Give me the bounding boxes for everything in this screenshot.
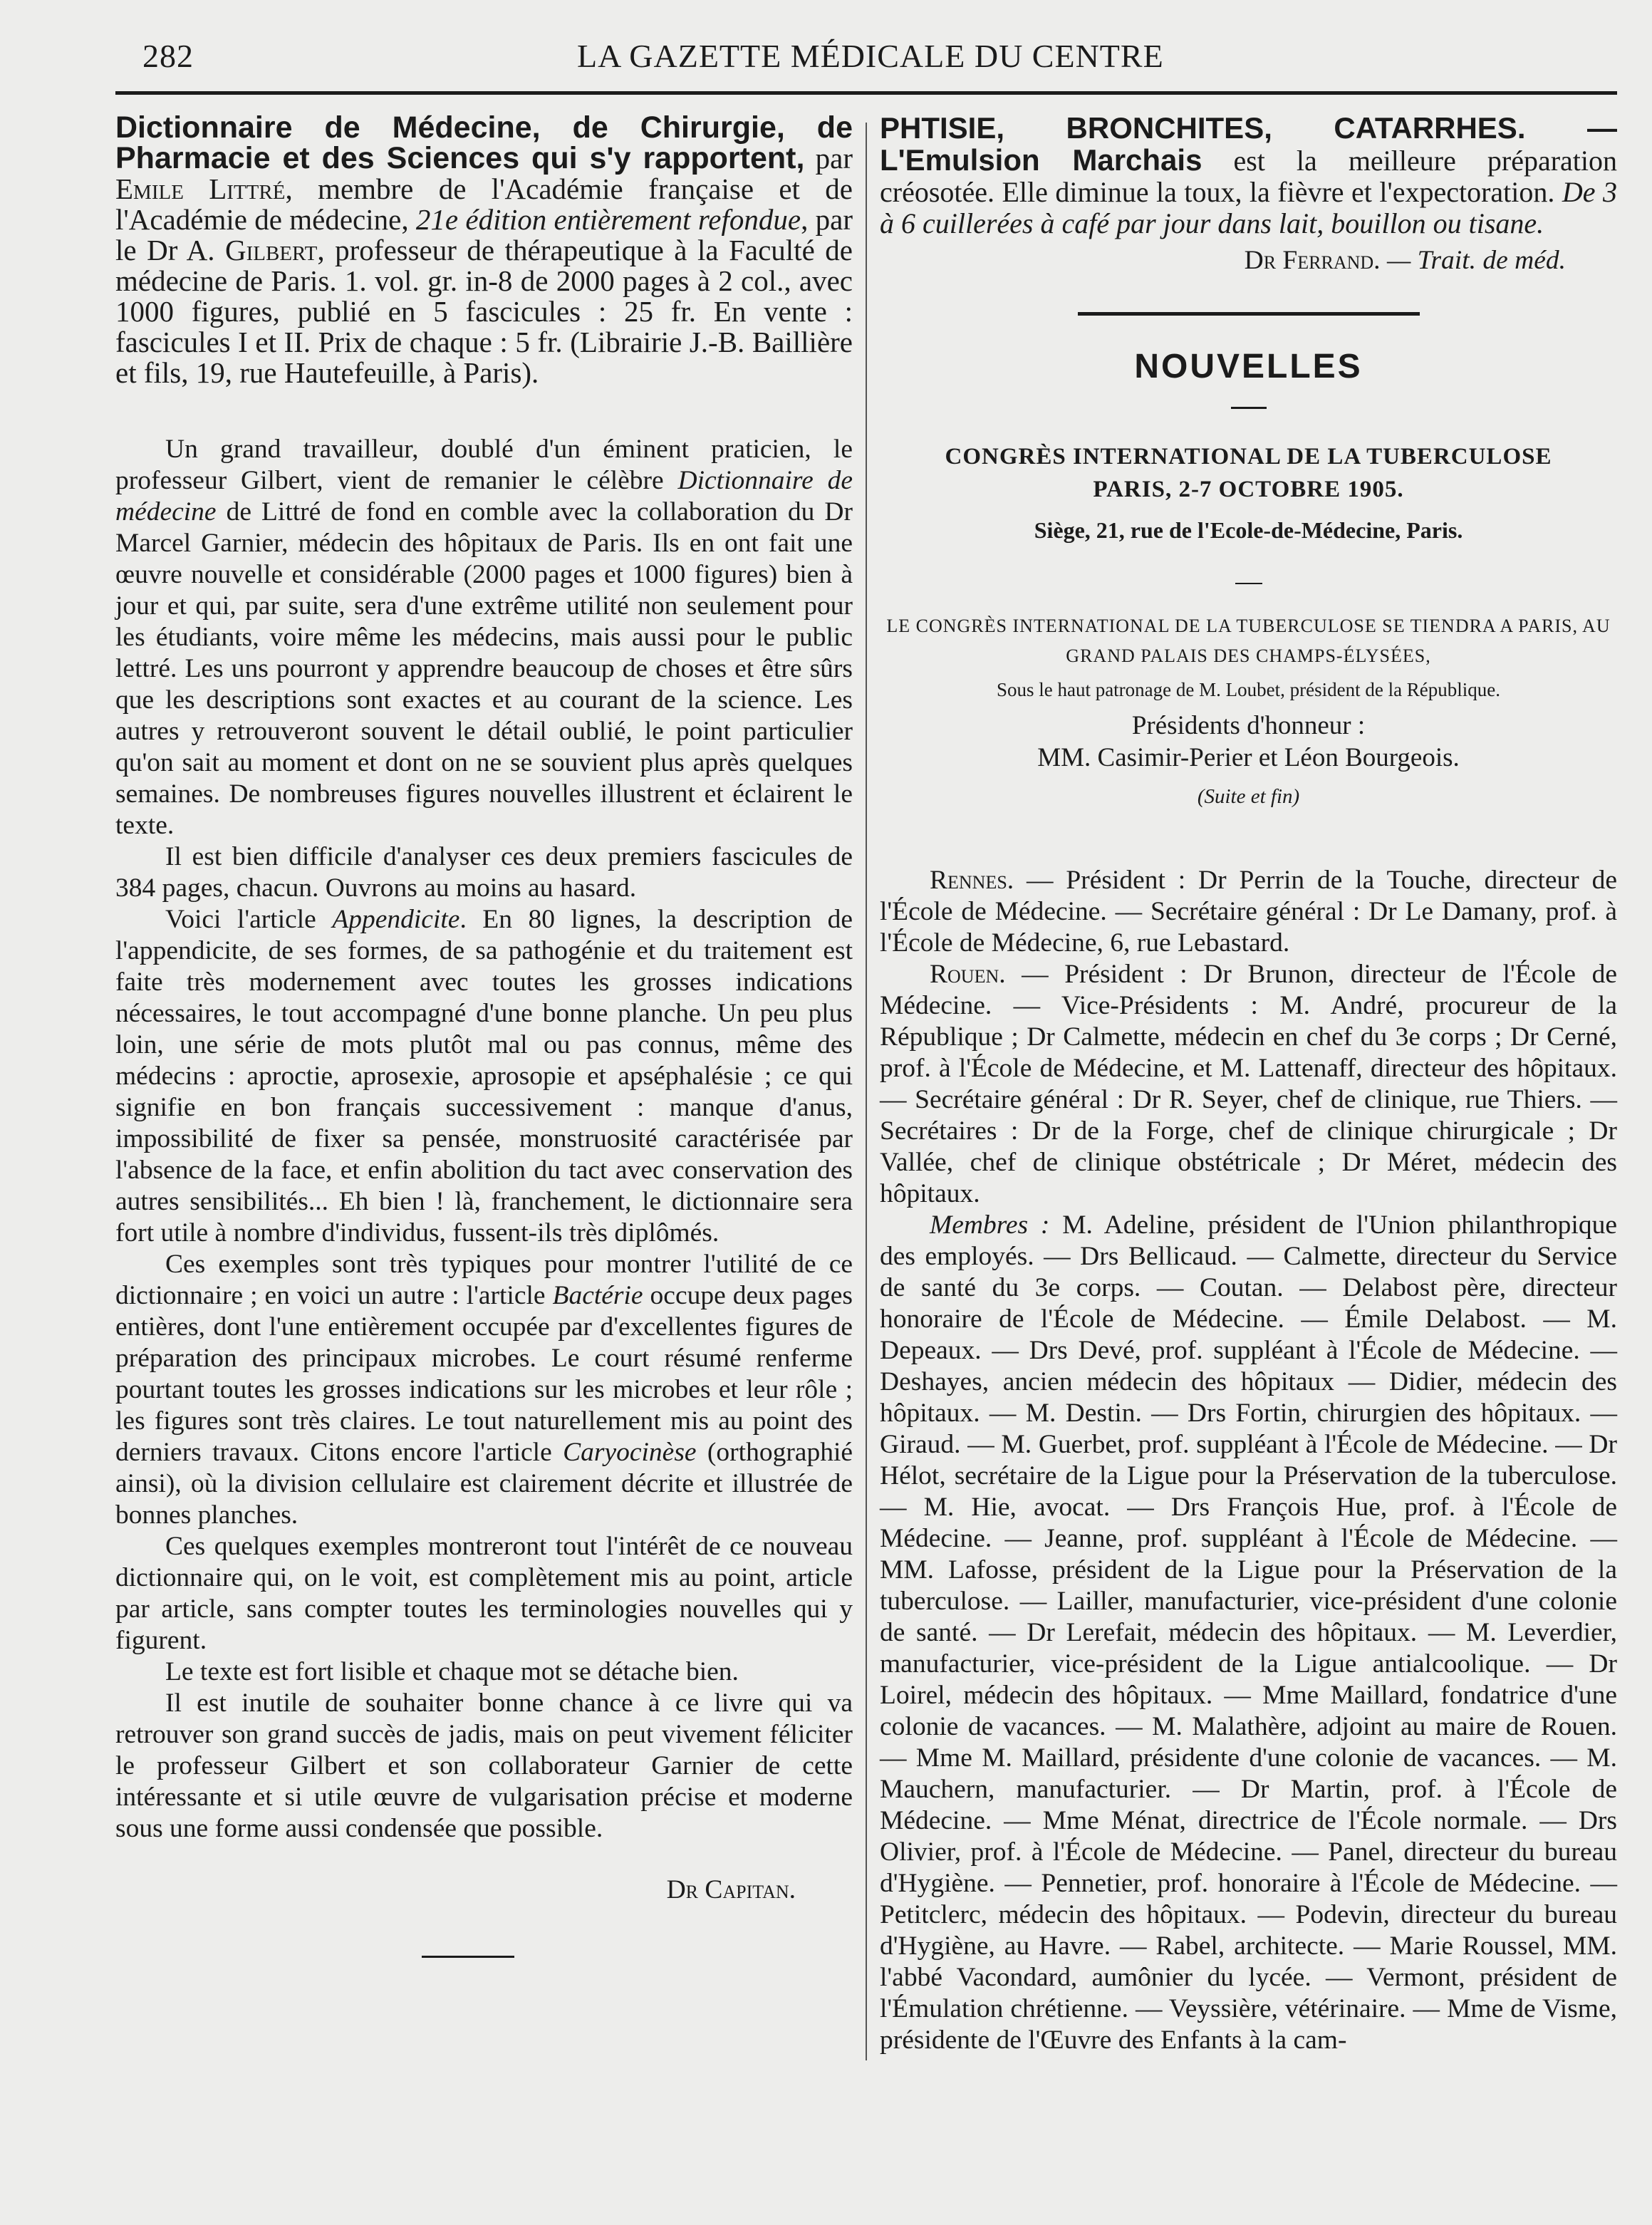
book-title: Dictionnaire de Médecine, de Chirurgie, de Pharmacie et des Sciences qui s'y rapportent,: [115, 110, 853, 175]
congress-address: Siège, 21, rue de l'Ecole-de-Médecine, Paris.: [1034, 517, 1463, 543]
committee-list: [880, 865, 1617, 2056]
patronage-line: Sous le haut patronage de M. Loubet, président de la République.: [996, 679, 1501, 700]
end-rule: [422, 1956, 514, 1958]
review-paragraph: Il est inutile de souhaiter bonne chance à ce livre qui va retrouver son grand succès de jadis, mais on peut vivement féliciter le professeur Gilbert et son collaborateur Garnier de cette intéressante et si utile œuvre de vulgarisation précise et moderne sous une forme aussi condensée que possible.: [115, 1689, 853, 1843]
review-paragraph: Voici l'article Appendicite. En 80 lignes, la description de l'appendicite, de ses formes, de sa pathogénie et du traitement est faite très modernement avec toutes les grosses indications nécessaires, le tout accompagné d'une bonne planche. Un peu plus loin, une série de mots plutôt mal ou pas connus, même des médecins : aproctie, aprosexie, aprosopie et apséphalésie ; ce qui signifie en bon français successivement : manque d'anus, impossibilité de fixer sa pensée, monstruosité caractérisée par l'absence de la face, et enfin abolition du tact avec conservation des autres sensibilités... Eh bien ! là, franchement, le dictionnaire sera fort utile à nombre d'individus, fussent-ils très diplômés.: [115, 905, 853, 1248]
title-dash: [1231, 407, 1267, 409]
column-divider: [866, 123, 867, 2060]
review-paragraph: Ces exemples sont très typiques pour montrer l'utilité de ce dictionnaire ; en voici un autre : l'article Bactérie occupe deux pages entières, dont l'une entièrement occupée par d'excellentes figures de préparation des principaux microbes. Le court résumé renferme pourtant toutes les grosses indications sur les microbes et leur rôle ; les figures sont très claires. Le tout naturellement mis au point des derniers travaux. Citons encore l'article Caryocinèse (orthographié ainsi), où la division cellulaire est clairement décrite et illustrée de bonnes planches.: [115, 1250, 853, 1530]
page-number: 282: [142, 38, 194, 74]
running-head: [142, 37, 1503, 80]
committee-members: Membres : M. Adeline, président de l'Union philanthropique des employés. — Drs Bellicaud. — Calmette, directeur du Service de santé du 3e corps. — Coutan. — Delabost père, directeur honoraire de l'École de Médecine. — Émile Delabost. — M. Depeaux. — Drs Devé, prof. suppléant à l'École de Médecine. — Deshayes, ancien médecin des hôpitaux — Didier, médecin des hôpitaux. — M. Destin. — Drs Fortin, chirurgien des hôpitaux. — Giraud. — M. Guerbet, prof. suppléant à l'École de Médecine. — Dr Hélot, secrétaire de la Ligue pour la Préservation de la tuberculose. — M. Hie, avocat. — Drs François Hue, prof. à l'École de Médecine. — Jeanne, prof. suppléant à l'École de Médecine. — MM. Lafosse, président de la Ligue pour la Préservation de la tuberculose. — Lailler, manufacturier, vice-président d'une colonie de santé. — Dr Lerefait, médecin des hôpitaux. — M. Leverdier, manufacturier, vice-président de la Ligue antialcoolique. — Dr Loirel, médecin des hôpitaux. — Mme Maillard, fondatrice d'une colonie de vacances. — M. Malathère, adjoint au maire de Rouen. — Mme M. Maillard, présidente d'une colonie de vacances. — M. Mauchern, manufacturier. — Dr Martin, prof. à l'École de Médecine. — Mme Ménat, directrice de l'École normale. — Drs Olivier, prof. à l'École de Médecine. — Panel, directeur du bureau d'Hygiène. — Pennetier, prof. honoraire à l'École de Médecine. — Petitclerc, médecin des hôpitaux. — Podevin, directeur du bureau d'Hygiène, au Havre. — Rabel, architecte. — Marie Roussel, MM. l'abbé Vacondard, aumônier du lycée. — Vermont, président de l'Émulation chrétienne. — Veyssière, vétérinaire. — Mme de Visme, présidente de l'Œuvre des Enfants à la cam-: [880, 1210, 1617, 2055]
editor-name: Gilbert: [225, 234, 318, 266]
advert-signature: Dr Ferrand. — Trait. de méd.: [1244, 246, 1566, 275]
honorary-presidents: Présidents d'honneur : MM. Casimir-Perier et Léon Bourgeois.: [1037, 711, 1460, 772]
edition-note: 21e édition entièrement refondue: [415, 203, 801, 236]
review-paragraph: Il est bien difficile d'analyser ces deux premiers fascicules de 384 pages, chacun. Ouvrons au moins au hasard.: [115, 842, 853, 903]
small-dash: [1235, 583, 1262, 584]
section-rule: [1078, 312, 1420, 316]
author-name: Emile Littré: [115, 172, 286, 205]
section-title: NOUVELLES: [1134, 348, 1363, 385]
review-signature: Dr Capitan.: [666, 1875, 796, 1904]
advertisement: PHTISIE, BRONCHITES, CATARRHES. — L'Emulsion Marchais est la meilleure préparation créosotée. Elle diminue la toux, la fièvre et l'expectoration. De 3 à 6 cuillerées à café par jour dans lait, bouillon ou tisane.: [880, 111, 1618, 239]
left-column: [115, 110, 853, 1958]
header-rule: [115, 91, 1617, 95]
congress-announcement: LE CONGRÈS INTERNATIONAL DE LA TUBERCULOSE SE TIENDRA A PARIS, AU GRAND PALAIS DES CHAMPS-ÉLYSÉES,: [886, 616, 1611, 666]
continued-note: (Suite et fin): [1197, 785, 1300, 808]
journal-title: LA GAZETTE MÉDICALE DU CENTRE: [577, 38, 1164, 74]
committee-rennes: Rennes. — Président : Dr Perrin de la Touche, directeur de l'École de Médecine. — Secrétaire général : Dr Le Damany, prof. à l'École de Médecine, 6, rue Lebastard.: [880, 866, 1617, 958]
congress-heading: CONGRÈS INTERNATIONAL DE LA TUBERCULOSE PARIS, 2-7 OCTOBRE 1905.: [945, 444, 1552, 502]
review-paragraph: Ces quelques exemples montreront tout l'intérêt de ce nouveau dictionnaire qui, on le voit, est complètement mis au point, article par article, sans compter toutes les terminologies nouvelles qui y figurent.: [115, 1532, 853, 1655]
book-review-heading: Dictionnaire de Médecine, de Chirurgie, de Pharmacie et des Sciences qui s'y rapportent, par Emile Littré, membre de l'Académie française et de l'Académie de médecine, 21e édition entièrement refondue, par le Dr A. Gilbert, professeur de thérapeutique à la Faculté de médecine de Paris. 1. vol. gr. in-8 de 2000 pages à 2 col., avec 1000 figures, publié en 5 fascicules : 25 fr. En vente : fascicules I et II. Prix de chaque : 5 fr. (Librairie J.-B. Baillière et fils, 19, rue Hautefeuille, à Paris).: [115, 110, 853, 389]
committee-rouen: Rouen. — Président : Dr Brunon, directeur de l'École de Médecine. — Vice-Présidents : M. André, procureur de la République ; Dr Calmette, médecin en chef du 3e corps ; Dr Cerné, prof. à l'École de Médecine, et M. Lattenaff, directeur des hôpitaux. — Secrétaire général : Dr R. Seyer, chef de clinique, rue Thiers. — Secrétaires : Dr de la Forge, chef de clinique chirurgicale ; Dr Vallée, chef de clinique obstétricale ; Dr Méret, médecin des hôpitaux.: [880, 960, 1617, 1208]
advert-heading: PHTISIE, BRONCHITES, CATARRHES. — L'Emulsion Marchais: [880, 111, 1617, 177]
right-column: [880, 113, 1617, 2056]
review-paragraph: Un grand travailleur, doublé d'un éminent praticien, le professeur Gilbert, vient de remanier le célèbre Dictionnaire de médecine de Littré de fond en comble avec la collaboration du Dr Marcel Garnier, médecin des hôpitaux de Paris. Ils en ont fait une œuvre nouvelle et considérable (2000 pages et 1000 figures) bien à jour et qui, par suite, sera d'une extrême utilité non seulement pour les étudiants, voire même les médecins, mais aussi pour le public lettré. Les uns pourront y apprendre beaucoup de choses et être sûrs que les descriptions sont exactes et au courant de la science. Les autres y retrouveront souvent le détail oublié, le point particulier qu'on sait au moment et dont on ne se souvient plus après quelques semaines. De nombreuses figures nouvelles illustrent et éclairent le texte.: [115, 435, 853, 840]
review-paragraph: Le texte est fort lisible et chaque mot se détache bien.: [165, 1657, 739, 1686]
